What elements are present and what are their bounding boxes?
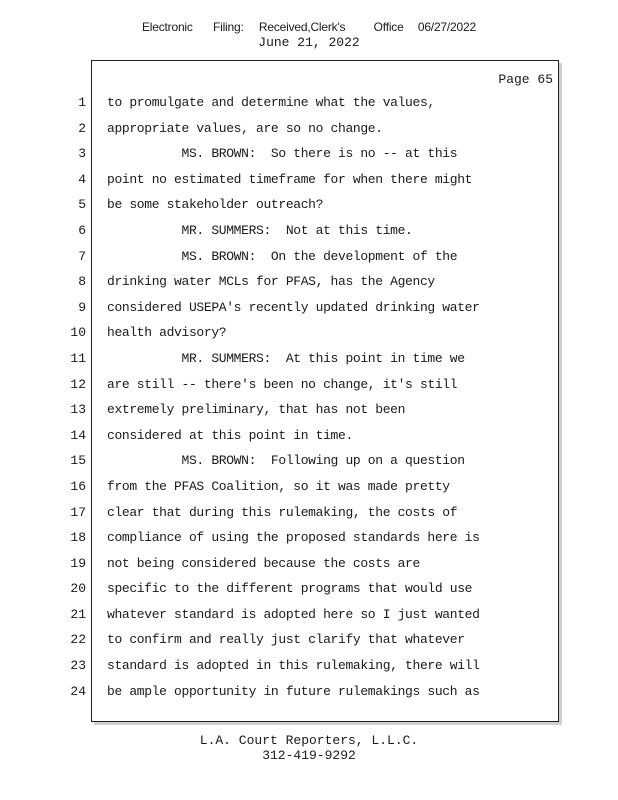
line-number: 3 xyxy=(78,146,86,162)
hearing-date: June 21, 2022 xyxy=(258,35,360,50)
court-reporter-name: L.A. Court Reporters, L.L.C. xyxy=(199,733,419,748)
line-number: 12 xyxy=(70,376,86,392)
filing-stamp-word-electronic: Electronic xyxy=(142,20,193,34)
transcript-line: compliance of using the proposed standards here is xyxy=(107,530,480,546)
line-number: 21 xyxy=(70,606,86,622)
transcript-line: MR. SUMMERS: Not at this time. xyxy=(107,222,413,238)
transcript-line: drinking water MCLs for PFAS, has the Agency xyxy=(107,274,435,290)
transcript-line: MR. SUMMERS: At this point in time we xyxy=(107,350,465,366)
transcript-line: are still -- there's been no change, it's still xyxy=(107,376,458,392)
line-number: 2 xyxy=(78,120,86,136)
transcript-line: MS. BROWN: So there is no -- at this xyxy=(107,146,458,162)
filing-stamp-date: 06/27/2022 xyxy=(417,20,476,34)
transcript-line: considered USEPA's recently updated drinking water xyxy=(107,299,480,315)
line-number: 6 xyxy=(78,222,86,238)
filing-stamp-word-received: Received,Clerk's xyxy=(258,20,346,34)
transcript-line: whatever standard is adopted here so I just wanted xyxy=(107,606,480,622)
line-number: 10 xyxy=(70,325,86,341)
transcript-line: specific to the different programs that would use xyxy=(107,581,473,597)
line-number: 9 xyxy=(78,299,86,315)
line-number: 18 xyxy=(70,530,86,546)
filing-stamp-word-office: Office xyxy=(373,20,404,34)
transcript-line: MS. BROWN: Following up on a question xyxy=(107,453,465,469)
line-number: 23 xyxy=(70,658,86,674)
line-number: 11 xyxy=(70,350,86,366)
transcript-text xyxy=(107,95,552,709)
transcript-line: health advisory? xyxy=(107,325,227,341)
page-number: Page 65 xyxy=(498,72,553,87)
filing-stamp xyxy=(142,20,476,34)
line-number: 5 xyxy=(78,197,86,213)
line-number: 24 xyxy=(70,683,86,699)
line-number: 17 xyxy=(70,504,86,520)
transcript-line: to promulgate and determine what the values, xyxy=(107,95,435,110)
transcript-line: to confirm and really just clarify that whatever xyxy=(107,632,465,648)
transcript-line: be some stakeholder outreach? xyxy=(107,197,324,213)
footer xyxy=(0,733,618,763)
transcript-line: clear that during this rulemaking, the costs of xyxy=(107,504,458,520)
line-number: 4 xyxy=(78,171,86,187)
line-number: 22 xyxy=(70,632,86,648)
line-number: 13 xyxy=(70,402,86,418)
line-number: 16 xyxy=(70,478,86,494)
line-number-column xyxy=(60,95,86,709)
line-number: 7 xyxy=(78,248,86,264)
line-number: 19 xyxy=(70,555,86,571)
transcript-line: MS. BROWN: On the development of the xyxy=(107,248,458,264)
transcript-line: extremely preliminary, that has not been xyxy=(107,402,406,418)
filing-stamp-word-filing: Filing: xyxy=(212,20,244,34)
transcript-line: standard is adopted in this rulemaking, there will xyxy=(107,658,480,674)
line-number: 8 xyxy=(78,274,86,290)
transcript-line: be ample opportunity in future rulemakings such as xyxy=(107,683,480,699)
line-number: 20 xyxy=(70,581,86,597)
transcript-line: appropriate values, are so no change. xyxy=(107,120,383,136)
transcript-line: not being considered because the costs are xyxy=(107,555,420,571)
line-number: 1 xyxy=(78,95,86,110)
court-reporter-phone: 312-419-9292 xyxy=(262,748,356,763)
transcript-line: from the PFAS Coalition, so it was made pretty xyxy=(107,478,450,494)
transcript-line: point no estimated timeframe for when there might xyxy=(107,171,473,187)
line-number: 14 xyxy=(70,427,86,443)
transcript-line: considered at this point in time. xyxy=(107,427,353,443)
line-number: 15 xyxy=(70,453,86,469)
